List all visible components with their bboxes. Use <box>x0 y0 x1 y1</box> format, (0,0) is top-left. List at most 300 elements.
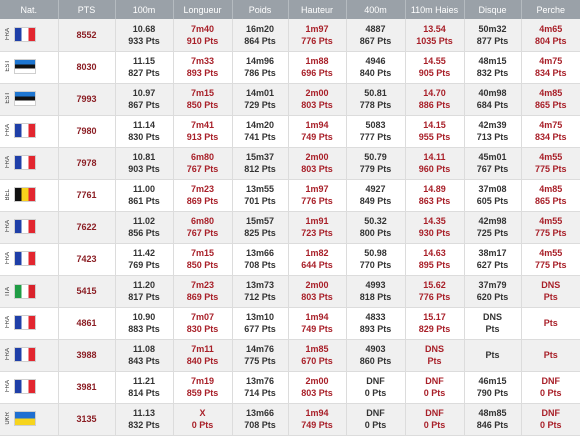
country-code: EST <box>5 92 12 104</box>
performance-value: 4903 <box>347 343 405 355</box>
cell-perche <box>521 19 580 51</box>
cell-400m <box>346 371 405 403</box>
performance-value: 2m00 <box>289 87 346 99</box>
points-value: 725 Pts <box>465 227 521 239</box>
points-value: 850 Pts <box>174 99 232 111</box>
points-value: 850 Pts <box>174 259 232 271</box>
cell-400m <box>346 307 405 339</box>
performance-value: 5083 <box>347 119 405 131</box>
performance-value: 7m15 <box>174 87 232 99</box>
points-value: 779 Pts <box>347 163 405 175</box>
cell-disque <box>464 83 521 115</box>
points-value: Pts <box>522 291 580 303</box>
performance-value: 1m85 <box>289 343 346 355</box>
points-value: 775 Pts <box>522 163 580 175</box>
cell-poids <box>232 403 288 435</box>
performance-value: 13m10 <box>233 311 288 323</box>
performance-value: 4m85 <box>522 87 580 99</box>
header-pts: PTS <box>58 0 115 19</box>
performance-value: 50.81 <box>347 87 405 99</box>
header-disque: Disque <box>464 0 521 19</box>
cell-disque <box>464 147 521 179</box>
points-value: 955 Pts <box>406 131 464 143</box>
cell-longueur <box>173 243 232 275</box>
points-value: 620 Pts <box>465 291 521 303</box>
cell-disque <box>464 211 521 243</box>
performance-value: 13m66 <box>233 407 288 419</box>
table-row <box>0 275 580 307</box>
cell-100m <box>115 371 173 403</box>
cell-110m-haies <box>405 243 464 275</box>
table-row <box>0 83 580 115</box>
cell-poids <box>232 371 288 403</box>
points-value: 910 Pts <box>174 35 232 47</box>
performance-value: 1m97 <box>289 183 346 195</box>
points-value: 840 Pts <box>347 67 405 79</box>
header-row <box>0 0 580 19</box>
points-value: 786 Pts <box>233 67 288 79</box>
performance-value: 14.35 <box>406 215 464 227</box>
performance-value: 38m17 <box>465 247 521 259</box>
points-value: 749 Pts <box>289 131 346 143</box>
flag-wrap <box>5 379 36 394</box>
points-value: 767 Pts <box>174 227 232 239</box>
performance-value: 7m23 <box>174 183 232 195</box>
performance-value: 2m00 <box>289 151 346 163</box>
points-value: 869 Pts <box>174 291 232 303</box>
performance-value: 4m75 <box>522 55 580 67</box>
points-value: 714 Pts <box>233 387 288 399</box>
performance-value: 11.00 <box>116 183 173 195</box>
header-110m-haies: 110m Haies <box>405 0 464 19</box>
performance-value: 11.13 <box>116 407 173 419</box>
points-value: 825 Pts <box>233 227 288 239</box>
cell-longueur <box>173 339 232 371</box>
cell-400m <box>346 179 405 211</box>
performance-value: 4946 <box>347 55 405 67</box>
table-row <box>0 115 580 147</box>
cell-poids <box>232 211 288 243</box>
points-value: 864 Pts <box>233 35 288 47</box>
performance-value: 7m07 <box>174 311 232 323</box>
cell-110m-haies <box>405 179 464 211</box>
performance-value: DNF <box>406 407 464 419</box>
cell-hauteur <box>288 19 346 51</box>
performance-value: 50.98 <box>347 247 405 259</box>
fra-flag-icon <box>14 379 36 394</box>
performance-value: 15.17 <box>406 311 464 323</box>
points-value: 886 Pts <box>406 99 464 111</box>
flag-wrap <box>5 59 36 74</box>
cell-disque <box>464 275 521 307</box>
performance-value: 7m11 <box>174 343 232 355</box>
performance-value: 13m73 <box>233 279 288 291</box>
cell-110m-haies <box>405 403 464 435</box>
points-value: 677 Pts <box>233 323 288 335</box>
fra-flag-icon <box>14 251 36 266</box>
header-longueur: Longueur <box>173 0 232 19</box>
cell-poids <box>232 51 288 83</box>
points-value: 712 Pts <box>233 291 288 303</box>
performance-value: X <box>174 407 232 419</box>
performance-value: 1m97 <box>289 23 346 35</box>
cell-110m-haies <box>405 371 464 403</box>
cell-poids <box>232 19 288 51</box>
cell-disque <box>464 403 521 435</box>
points-value: 869 Pts <box>174 195 232 207</box>
cell-disque <box>464 243 521 275</box>
total-points: 3135 <box>58 403 115 435</box>
performance-value: 7m33 <box>174 55 232 67</box>
performance-value: 14.55 <box>406 55 464 67</box>
points-value: 817 Pts <box>116 291 173 303</box>
cell-400m <box>346 147 405 179</box>
points-value: Pts <box>522 349 580 361</box>
flag-wrap <box>5 347 36 362</box>
performance-value: DNF <box>522 375 580 387</box>
flag-wrap <box>5 123 36 138</box>
cell-hauteur <box>288 403 346 435</box>
performance-value: 1m94 <box>289 311 346 323</box>
performance-value: 10.90 <box>116 311 173 323</box>
cell-perche <box>521 339 580 371</box>
flag-wrap <box>5 27 36 42</box>
points-value: 701 Pts <box>233 195 288 207</box>
header-400m: 400m <box>346 0 405 19</box>
cell-longueur <box>173 275 232 307</box>
performance-value: 10.81 <box>116 151 173 163</box>
fra-flag-icon <box>14 315 36 330</box>
points-value: 741 Pts <box>233 131 288 143</box>
country-code: UKR <box>5 412 12 425</box>
cell-100m <box>115 275 173 307</box>
cell-longueur <box>173 115 232 147</box>
bel-flag-icon <box>14 187 36 202</box>
performance-value: 50m32 <box>465 23 521 35</box>
results-body <box>0 19 580 435</box>
fra-flag-icon <box>14 27 36 42</box>
points-value: 860 Pts <box>347 355 405 367</box>
performance-value: DNF <box>347 375 405 387</box>
cell-disque <box>464 371 521 403</box>
cell-longueur <box>173 307 232 339</box>
cell-110m-haies <box>405 339 464 371</box>
performance-value: 46m15 <box>465 375 521 387</box>
performance-value: 15m57 <box>233 215 288 227</box>
points-value: 803 Pts <box>289 163 346 175</box>
cell-perche <box>521 371 580 403</box>
est-flag-icon <box>14 91 36 106</box>
table-row <box>0 211 580 243</box>
points-value: 775 Pts <box>233 355 288 367</box>
cell-100m <box>115 211 173 243</box>
points-value: 1035 Pts <box>406 35 464 47</box>
cell-hauteur <box>288 83 346 115</box>
cell-hauteur <box>288 243 346 275</box>
points-value: 684 Pts <box>465 99 521 111</box>
country-code: FRA <box>5 28 12 40</box>
header-perche: Perche <box>521 0 580 19</box>
performance-value: 11.08 <box>116 343 173 355</box>
points-value: 893 Pts <box>174 67 232 79</box>
flag-wrap <box>5 91 36 106</box>
cell-110m-haies <box>405 83 464 115</box>
cell-110m-haies <box>405 19 464 51</box>
nation-cell <box>0 307 58 339</box>
cell-perche <box>521 243 580 275</box>
total-points: 7423 <box>58 243 115 275</box>
performance-value: 11.21 <box>116 375 173 387</box>
table-row <box>0 307 580 339</box>
performance-value: 48m85 <box>465 407 521 419</box>
cell-100m <box>115 307 173 339</box>
performance-value: 7m15 <box>174 247 232 259</box>
points-value: 804 Pts <box>522 35 580 47</box>
cell-longueur <box>173 211 232 243</box>
total-points: 3988 <box>58 339 115 371</box>
performance-value: 50.79 <box>347 151 405 163</box>
nation-cell <box>0 403 58 435</box>
points-value: 708 Pts <box>233 259 288 271</box>
performance-value: 4m55 <box>522 151 580 163</box>
performance-value: 7m41 <box>174 119 232 131</box>
points-value: 867 Pts <box>116 99 173 111</box>
points-value: 827 Pts <box>116 67 173 79</box>
performance-value: 4m85 <box>522 183 580 195</box>
points-value: 812 Pts <box>233 163 288 175</box>
table-row <box>0 179 580 211</box>
cell-110m-haies <box>405 211 464 243</box>
points-value: 832 Pts <box>465 67 521 79</box>
points-value: 767 Pts <box>174 163 232 175</box>
nation-cell <box>0 179 58 211</box>
points-value: 708 Pts <box>233 419 288 431</box>
performance-value: 13.54 <box>406 23 464 35</box>
performance-value: 11.20 <box>116 279 173 291</box>
country-code: EST <box>5 60 12 72</box>
country-code: ITA <box>5 287 12 296</box>
points-value: 905 Pts <box>406 67 464 79</box>
cell-perche <box>521 179 580 211</box>
table-row <box>0 371 580 403</box>
performance-value: 50.32 <box>347 215 405 227</box>
cell-perche <box>521 147 580 179</box>
points-value: 767 Pts <box>465 163 521 175</box>
points-value: 0 Pts <box>522 387 580 399</box>
cell-hauteur <box>288 211 346 243</box>
cell-longueur <box>173 371 232 403</box>
points-value: 644 Pts <box>289 259 346 271</box>
performance-value: DNF <box>347 407 405 419</box>
total-points: 5415 <box>58 275 115 307</box>
performance-value: 40m98 <box>465 87 521 99</box>
points-value: 818 Pts <box>347 291 405 303</box>
points-value: 865 Pts <box>522 195 580 207</box>
total-points: 3981 <box>58 371 115 403</box>
cell-disque <box>464 339 521 371</box>
cell-perche <box>521 307 580 339</box>
cell-poids <box>232 179 288 211</box>
est-flag-icon <box>14 59 36 74</box>
cell-poids <box>232 115 288 147</box>
cell-110m-haies <box>405 307 464 339</box>
cell-disque <box>464 115 521 147</box>
performance-value: 13m66 <box>233 247 288 259</box>
performance-value: 45m01 <box>465 151 521 163</box>
performance-value: 48m15 <box>465 55 521 67</box>
cell-110m-haies <box>405 147 464 179</box>
table-row <box>0 403 580 435</box>
performance-value: 4833 <box>347 311 405 323</box>
cell-disque <box>464 179 521 211</box>
header-hauteur: Hauteur <box>288 0 346 19</box>
fra-flag-icon <box>14 347 36 362</box>
points-value: 933 Pts <box>116 35 173 47</box>
total-points: 8030 <box>58 51 115 83</box>
points-value: 0 Pts <box>347 419 405 431</box>
points-value: 0 Pts <box>522 419 580 431</box>
performance-value: 7m23 <box>174 279 232 291</box>
total-points: 7980 <box>58 115 115 147</box>
country-code: FRA <box>5 316 12 328</box>
performance-value: 14.70 <box>406 87 464 99</box>
cell-poids <box>232 307 288 339</box>
points-value: 770 Pts <box>347 259 405 271</box>
nation-cell <box>0 243 58 275</box>
points-value: 775 Pts <box>522 227 580 239</box>
points-value: 829 Pts <box>406 323 464 335</box>
cell-poids <box>232 147 288 179</box>
cell-100m <box>115 83 173 115</box>
performance-value: 11.02 <box>116 215 173 227</box>
cell-disque <box>464 51 521 83</box>
nation-cell <box>0 83 58 115</box>
performance-value: 14m20 <box>233 119 288 131</box>
nation-cell <box>0 339 58 371</box>
cell-400m <box>346 243 405 275</box>
cell-hauteur <box>288 307 346 339</box>
points-value: 830 Pts <box>116 131 173 143</box>
cell-longueur <box>173 19 232 51</box>
points-value: 803 Pts <box>289 387 346 399</box>
flag-wrap <box>5 284 36 299</box>
country-code: FRA <box>5 220 12 232</box>
points-value: 749 Pts <box>289 323 346 335</box>
performance-value: 7m40 <box>174 23 232 35</box>
performance-value: 6m80 <box>174 215 232 227</box>
flag-wrap <box>5 251 36 266</box>
performance-value: 2m00 <box>289 279 346 291</box>
performance-value: 16m20 <box>233 23 288 35</box>
points-value: 895 Pts <box>406 259 464 271</box>
cell-400m <box>346 403 405 435</box>
points-value: 776 Pts <box>406 291 464 303</box>
flag-wrap <box>5 155 36 170</box>
points-value: 834 Pts <box>522 131 580 143</box>
performance-value: 37m08 <box>465 183 521 195</box>
performance-value: 1m82 <box>289 247 346 259</box>
performance-value: 4m55 <box>522 247 580 259</box>
points-value: 830 Pts <box>174 323 232 335</box>
points-value: 778 Pts <box>347 99 405 111</box>
points-value: Pts <box>465 323 521 335</box>
header-100m: 100m <box>115 0 173 19</box>
header-nat: Nat. <box>0 0 58 19</box>
cell-110m-haies <box>405 115 464 147</box>
performance-value: 11.14 <box>116 119 173 131</box>
cell-hauteur <box>288 51 346 83</box>
points-value: 713 Pts <box>465 131 521 143</box>
cell-400m <box>346 83 405 115</box>
performance-value: 13m55 <box>233 183 288 195</box>
total-points: 8552 <box>58 19 115 51</box>
total-points: 4861 <box>58 307 115 339</box>
points-value: 790 Pts <box>465 387 521 399</box>
performance-value: 10.97 <box>116 87 173 99</box>
performance-value: 1m94 <box>289 407 346 419</box>
performance-value: 14.11 <box>406 151 464 163</box>
country-code: BEL <box>5 189 12 200</box>
cell-perche <box>521 275 580 307</box>
points-value: 800 Pts <box>347 227 405 239</box>
cell-400m <box>346 115 405 147</box>
performance-value: 15.62 <box>406 279 464 291</box>
points-value: 696 Pts <box>289 67 346 79</box>
points-value: 834 Pts <box>522 67 580 79</box>
header-poids: Poids <box>232 0 288 19</box>
nation-cell <box>0 51 58 83</box>
cell-poids <box>232 243 288 275</box>
performance-value: 42m39 <box>465 119 521 131</box>
cell-poids <box>232 83 288 115</box>
cell-disque <box>464 19 521 51</box>
performance-value: 2m00 <box>289 375 346 387</box>
cell-hauteur <box>288 147 346 179</box>
performance-value: DNS <box>465 311 521 323</box>
points-value: 0 Pts <box>347 387 405 399</box>
table-row <box>0 339 580 371</box>
points-value: 883 Pts <box>116 323 173 335</box>
points-value: 769 Pts <box>116 259 173 271</box>
performance-value: 11.15 <box>116 55 173 67</box>
performance-value: 4993 <box>347 279 405 291</box>
table-row <box>0 243 580 275</box>
ukr-flag-icon <box>14 411 36 426</box>
points-value: 0 Pts <box>406 387 464 399</box>
points-value: 803 Pts <box>289 99 346 111</box>
fra-flag-icon <box>14 155 36 170</box>
nation-cell <box>0 115 58 147</box>
points-value: 0 Pts <box>174 419 232 431</box>
performance-value: DNS <box>522 279 580 291</box>
performance-value: 1m94 <box>289 119 346 131</box>
points-value: 960 Pts <box>406 163 464 175</box>
cell-longueur <box>173 403 232 435</box>
flag-wrap <box>5 219 36 234</box>
points-value: 803 Pts <box>289 291 346 303</box>
country-code: FRA <box>5 156 12 168</box>
points-value: 605 Pts <box>465 195 521 207</box>
cell-hauteur <box>288 179 346 211</box>
points-value: 859 Pts <box>174 387 232 399</box>
points-value: 723 Pts <box>289 227 346 239</box>
country-code: FRA <box>5 124 12 136</box>
country-code: FRA <box>5 348 12 360</box>
points-value: 814 Pts <box>116 387 173 399</box>
performance-value: 14m76 <box>233 343 288 355</box>
flag-wrap <box>5 315 36 330</box>
points-value: 903 Pts <box>116 163 173 175</box>
